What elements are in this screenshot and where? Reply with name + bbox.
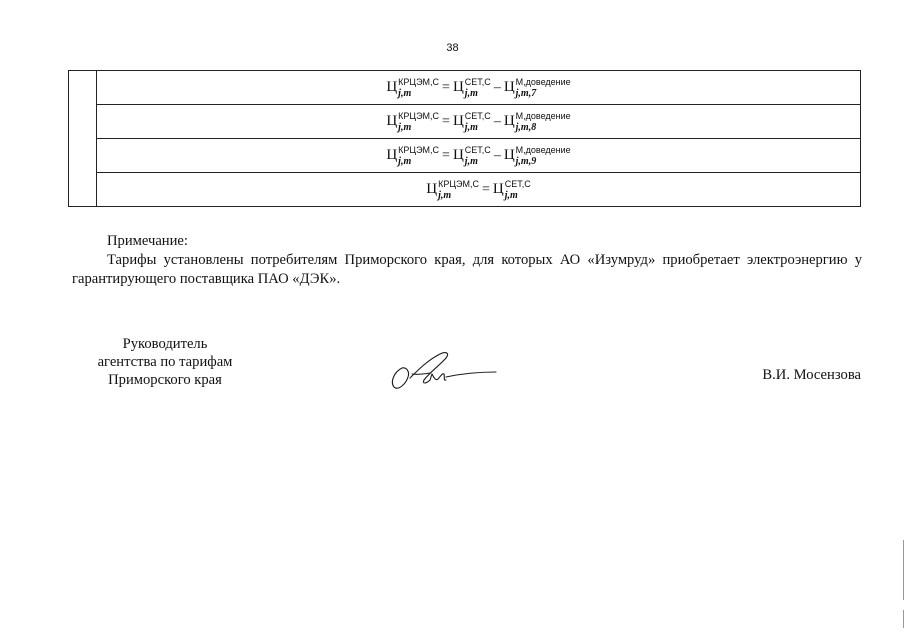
formula-term-markup: [504, 145, 571, 167]
formula-subscript: j,m: [398, 87, 412, 99]
formula-base: Ц: [386, 79, 398, 95]
formula-cell: [97, 139, 861, 173]
formula-base: Ц: [503, 147, 515, 163]
note-text: Тарифы установлены потребителям Приморского края, для которых АО «Изумруд» приобретает электроэнергию у гарантирующего поставщика ПАО «ДЭК».: [72, 252, 862, 287]
table-row: [69, 71, 861, 105]
formula: [386, 145, 570, 167]
table-row: [69, 105, 861, 139]
minus-sign: –: [493, 79, 501, 95]
formula-subscript: j,m: [504, 189, 518, 201]
formula-base: Ц: [452, 147, 464, 163]
minus-sign: –: [493, 113, 501, 129]
formula-subscript: j,m: [398, 155, 412, 167]
formula-superscript: СЕТ,С: [464, 110, 491, 121]
formula-term-lhs: [386, 77, 439, 99]
formula-superscript: СЕТ,С: [504, 178, 531, 189]
formula-superscript: СЕТ,С: [464, 76, 491, 87]
formula-superscript: КРЦЭМ,С: [398, 110, 440, 121]
formula: [426, 179, 530, 201]
formula-superscript: М,доведение: [515, 76, 571, 87]
minus-sign: –: [493, 147, 501, 163]
formula-term-network: [493, 179, 531, 201]
formula-term-markup: [504, 77, 571, 99]
formula: [386, 111, 570, 133]
formula-base: Ц: [386, 147, 398, 163]
formula-subscript: j,m,8: [515, 121, 537, 133]
formula-subscript: j,m,9: [515, 155, 537, 167]
formula-superscript: М,доведение: [515, 110, 571, 121]
scan-edge-mark: [903, 540, 904, 600]
formula-superscript: М,доведение: [515, 144, 571, 155]
note-heading: Примечание:: [107, 233, 188, 249]
position-line: Руководитель: [122, 336, 208, 352]
formula-subscript: j,m: [464, 155, 478, 167]
formula-subscript: j,m: [398, 121, 412, 133]
formula-superscript: СЕТ,С: [464, 144, 491, 155]
formula-superscript: КРЦЭМ,С: [398, 144, 440, 155]
formula-cell: [97, 173, 861, 207]
formula-term-lhs: [426, 179, 479, 201]
scan-edge-mark: [903, 610, 904, 628]
formula-base: Ц: [503, 79, 515, 95]
equals-sign: =: [442, 147, 450, 163]
formula-base: Ц: [452, 79, 464, 95]
formula-cell: [97, 71, 861, 105]
position-line: Приморского края: [108, 372, 222, 388]
formula-subscript: j,m: [438, 189, 452, 201]
formula-term-network: [453, 77, 491, 99]
formula-base: Ц: [386, 113, 398, 129]
formula: [386, 77, 570, 99]
formula-term-markup: [504, 111, 571, 133]
equals-sign: =: [481, 181, 490, 197]
equals-sign: =: [442, 113, 450, 129]
formula-subscript: j,m: [464, 121, 478, 133]
formula-term-network: [453, 111, 491, 133]
table-empty-column: [69, 71, 97, 207]
position-line: агентства по тарифам: [97, 354, 233, 370]
formula-base: Ц: [503, 113, 515, 129]
formula-subscript: j,m,7: [515, 87, 537, 99]
signer-name: В.И. Мосензова: [762, 367, 861, 383]
formula-base: Ц: [492, 181, 504, 197]
note-section: [72, 232, 862, 289]
handwritten-signature: [388, 350, 498, 395]
formula-term-lhs: [386, 111, 439, 133]
formula-base: Ц: [452, 113, 464, 129]
formula-superscript: КРЦЭМ,С: [438, 178, 479, 189]
equals-sign: =: [442, 79, 450, 95]
formula-term-network: [453, 145, 491, 167]
table-row: [69, 173, 861, 207]
formula-superscript: КРЦЭМ,С: [398, 76, 440, 87]
formula-cell: [97, 105, 861, 139]
table-row: [69, 139, 861, 173]
page-number: 38: [446, 42, 459, 54]
formula-subscript: j,m: [464, 87, 478, 99]
formula-table: [68, 70, 861, 207]
formula-term-lhs: [386, 145, 439, 167]
signatory-position: [60, 335, 270, 389]
formula-base: Ц: [426, 181, 438, 197]
